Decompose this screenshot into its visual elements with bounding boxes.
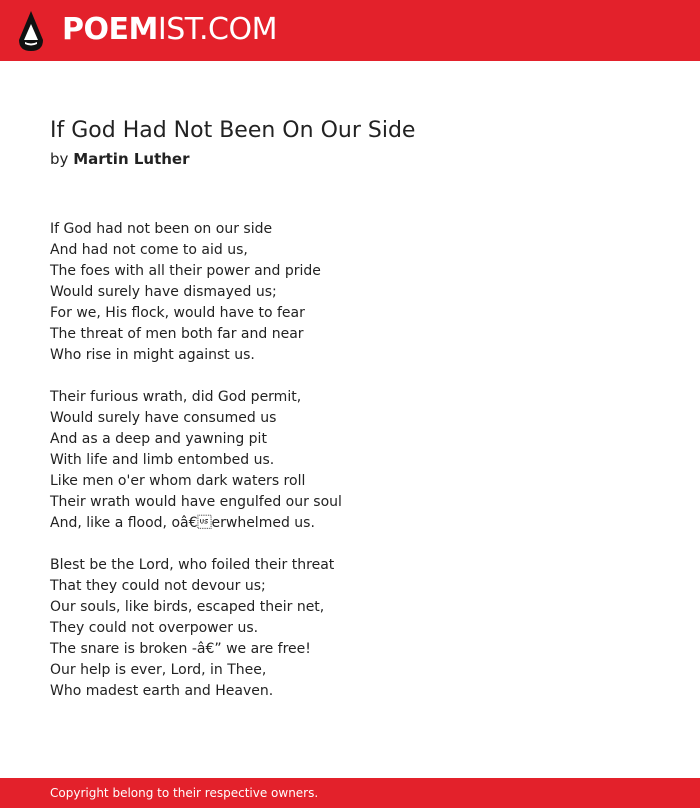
poem-line: Our souls, like birds, escaped their net,: [50, 599, 325, 615]
logo-wordmark-light: IST.COM: [157, 12, 277, 47]
poem-line: Who madest earth and Heaven.: [50, 683, 274, 699]
poem-title: If God Had Not Been On Our Side: [50, 118, 416, 143]
poem-line: The threat of men both far and near: [50, 326, 304, 342]
poem-line: Our help is ever, Lord, in Thee,: [50, 662, 267, 678]
site-header: [0, 0, 700, 61]
poem-line: And as a deep and yawning pit: [50, 431, 267, 447]
poem-line: If God had not been on our side: [50, 221, 273, 237]
logo-wordmark-bold: POEM: [62, 12, 158, 47]
pencil-tip-icon[interactable]: [18, 10, 44, 52]
poem-line: Would surely have consumed us: [50, 410, 277, 426]
poem-line: For we, His flock, would have to fear: [50, 305, 305, 321]
poem-line: Like men o'er whom dark waters roll: [50, 473, 306, 489]
poem-line: The foes with all their power and pride: [50, 263, 321, 279]
stanza: [50, 555, 610, 702]
site-footer: [0, 778, 700, 808]
poem-line: The snare is broken -â€” we are free!: [50, 641, 311, 657]
by-label: by: [50, 150, 69, 168]
stanza: [50, 219, 610, 366]
poem-line: Their wrath would have engulfed our soul: [50, 494, 342, 510]
poem-line: Their furious wrath, did God permit,: [50, 389, 302, 405]
stanza: [50, 387, 610, 534]
byline: [50, 148, 190, 170]
poem-line: They could not overpower us.: [50, 620, 259, 636]
poem-line: That they could not devour us;: [50, 578, 266, 594]
site-logo[interactable]: [62, 10, 277, 50]
poem-line: Who rise in might against us.: [50, 347, 255, 363]
poem-line: With life and limb entombed us.: [50, 452, 275, 468]
poem-line: Would surely have dismayed us;: [50, 284, 277, 300]
poem-line: Blest be the Lord, who foiled their threat: [50, 557, 335, 573]
poem-line: And had not come to aid us,: [50, 242, 248, 258]
author-name: Martin Luther: [73, 150, 190, 168]
poem-body: [50, 219, 610, 723]
copyright-notice: Copyright belong to their respective owners.: [50, 786, 319, 800]
poem-line: And, like a flood, oâ€ erwhelmed us.: [50, 515, 315, 531]
